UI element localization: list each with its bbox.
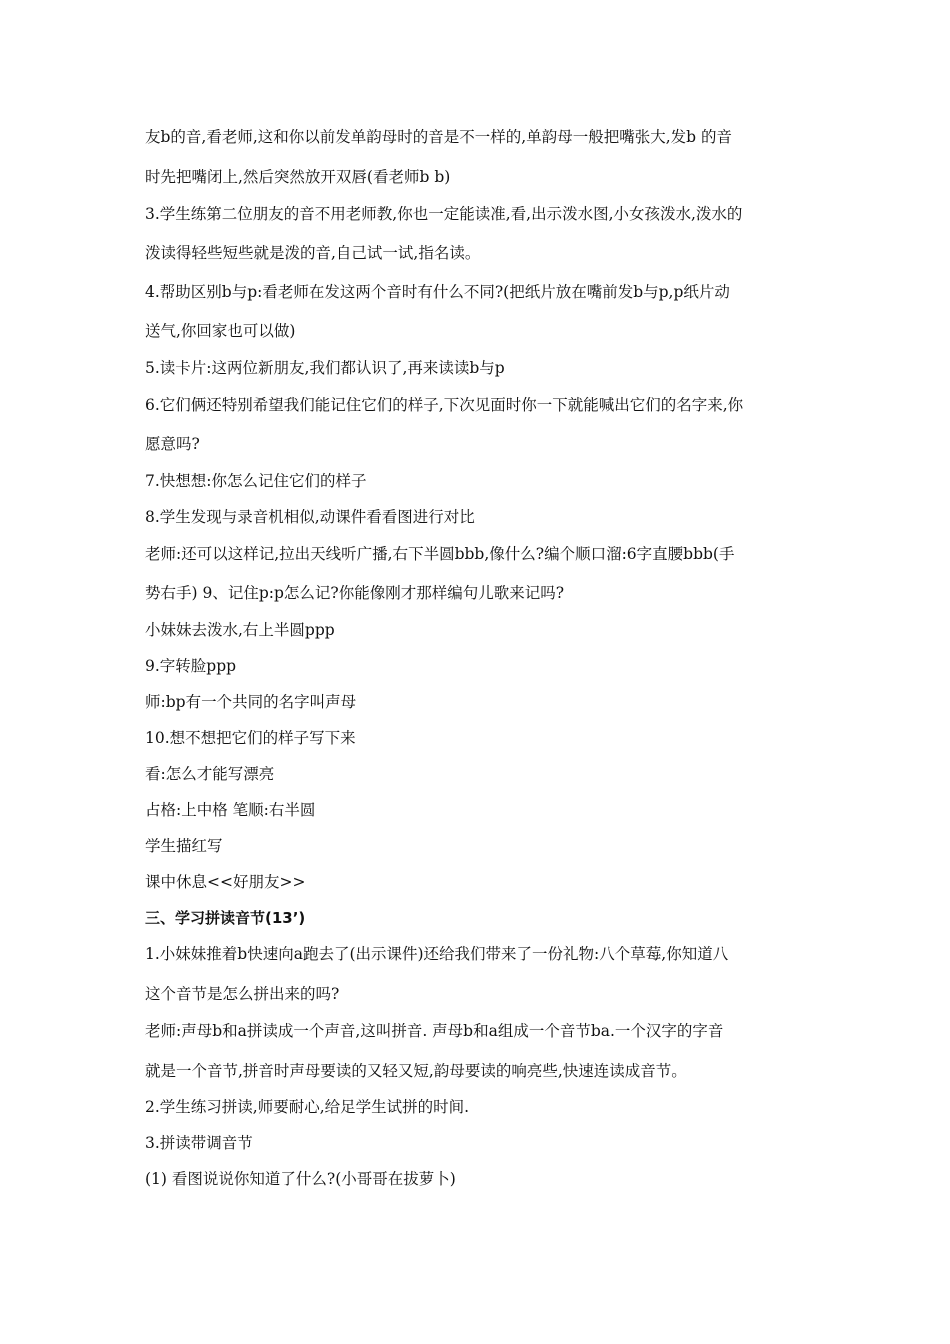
paragraph-line: 时先把嘴闭上,然后突然放开双唇(看老师b b) xyxy=(145,168,451,186)
paragraph-line: 师:bp有一个共同的名字叫声母 xyxy=(145,693,357,711)
paragraph-line: 看:怎么才能写漂亮 xyxy=(145,765,275,783)
paragraph-line: 友b的音,看老师,这和你以前发单韵母时的音是不一样的,单韵母一般把嘴张大,发b 的音 xyxy=(145,128,732,146)
paragraph-line: 就是一个音节,拼音时声母要读的又轻又短,韵母要读的响亮些,快速连读成音节。 xyxy=(145,1062,687,1080)
paragraph-line: 势右手) 9、记住p:p怎么记?你能像刚才那样编句儿歌来记吗? xyxy=(145,584,565,602)
paragraph-line: 2.学生练习拼读,师要耐心,给足学生试拼的时间. xyxy=(145,1098,470,1116)
paragraph-line: 小妹妹去泼水,右上半圆ppp xyxy=(145,621,335,639)
paragraph-line: 4.帮助区别b与p:看老师在发这两个音时有什么不同?(把纸片放在嘴前发b与p,p纸片动 xyxy=(145,283,730,301)
paragraph-line: 8.学生发现与录音机相似,动课件看看图进行对比 xyxy=(145,508,475,526)
paragraph-line: 9.字转脸ppp xyxy=(145,657,237,675)
paragraph-line: 占格:上中格 笔顺:右半圆 xyxy=(145,801,316,819)
paragraph-line: 10.想不想把它们的样子写下来 xyxy=(145,729,356,747)
paragraph-line: 3.拼读带调音节 xyxy=(145,1134,253,1152)
paragraph-line: 5.读卡片:这两位新朋友,我们都认识了,再来读读b与p xyxy=(145,359,505,377)
paragraph-line: 这个音节是怎么拼出来的吗? xyxy=(145,985,340,1003)
paragraph-line: 老师:还可以这样记,拉出天线听广播,右下半圆bbb,像什么?编个顺口溜:6字直腰bbb(手 xyxy=(145,545,735,563)
paragraph-line: 3.学生练第二位朋友的音不用老师教,你也一定能读准,看,出示泼水图,小女孩泼水,泼水的 xyxy=(145,205,743,223)
paragraph-line: 老师:声母b和a拼读成一个声音,这叫拼音. 声母b和a组成一个音节ba.一个汉字的字音 xyxy=(145,1022,724,1040)
paragraph-line: 7.快想想:你怎么记住它们的样子 xyxy=(145,472,367,490)
paragraph-line: 愿意吗? xyxy=(145,435,200,453)
section-heading: 三、学习拼读音节(13’) xyxy=(145,909,306,927)
paragraph-line: 泼读得轻些短些就是泼的音,自己试一试,指名读。 xyxy=(145,244,481,262)
paragraph-line: (1) 看图说说你知道了什么?(小哥哥在拔萝卜) xyxy=(145,1170,456,1188)
paragraph-line: 课中休息<<好朋友>> xyxy=(145,873,306,891)
paragraph-line: 6.它们俩还特别希望我们能记住它们的样子,下次见面时你一下就能喊出它们的名字来,你 xyxy=(145,396,744,414)
paragraph-line: 1.小妹妹推着b快速向a跑去了(出示课件)还给我们带来了一份礼物:八个草莓,你知道八 xyxy=(145,945,729,963)
paragraph-line: 送气,你回家也可以做) xyxy=(145,322,296,340)
paragraph-line: 学生描红写 xyxy=(145,837,223,855)
